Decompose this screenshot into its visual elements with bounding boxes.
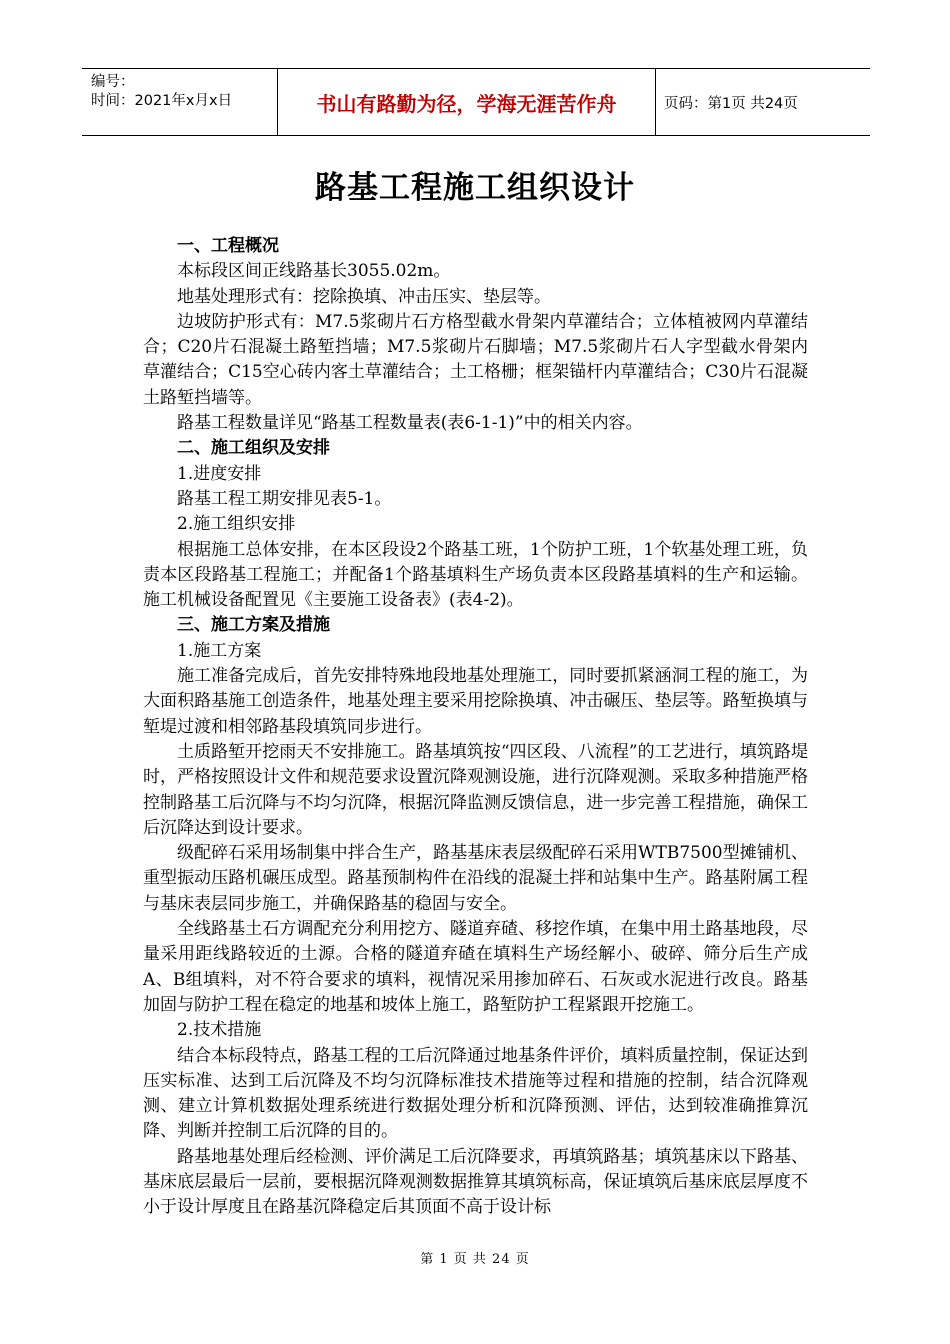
page-footer: 第 1 页 共 24 页 <box>420 1252 530 1267</box>
document-time-label: 时间：2021年x月x日 <box>91 93 233 109</box>
header-page-info: 页码：第1页 共24页 <box>664 95 798 112</box>
document-number-label: 编号： <box>91 74 135 90</box>
paragraph: 根据施工总体安排，在本区段设2个路基工班，1个防护工班，1个软基处理工班，负责本区段路基工程施工；并配备1个路基填料生产场负责本区段路基填料的生产和运输。施工机械设备配置见《主要施工设备表》(表4-2)。 <box>143 539 808 611</box>
subsection-heading: 2.施工组织安排 <box>177 514 296 535</box>
paragraph: 路基地基处理后经检测、评价满足工后沉降要求，再填筑路基；填筑基床以下路基、基床底层最后一层前，要根据沉降观测数据推算其填筑标高，保证填筑后基床底层厚度不小于设计厚度且在路基沉降稳定后其顶面不高于设计标 <box>143 1146 808 1218</box>
paragraph: 路基工程数量详见“路基工程数量表(表6-1-1)”中的相关内容。 <box>177 413 643 434</box>
paragraph: 边坡防护形式有：M7.5浆砌片石方格型截水骨架内草灌结合；立体植被网内草灌结合；C20片石混凝土路堑挡墙；M7.5浆砌片石脚墙；M7.5浆砌片石人字型截水骨架内草灌结合；C15空心砖内客土草灌结合；土工格栅；框架锚杆内草灌结合；C30片石混凝土路堑挡墙等。 <box>143 311 808 408</box>
paragraph: 级配碎石采用场制集中拌合生产，路基基床表层级配碎石采用WTB7500型摊铺机、重型振动压路机碾压成型。路基预制构件在沿线的混凝土拌和站集中生产。路基附属工程与基床表层同步施工，并确保路基的稳固与安全。 <box>143 843 808 914</box>
section-heading: 二、施工组织及安排 <box>177 438 330 459</box>
subsection-heading: 1.施工方案 <box>177 640 262 661</box>
subsection-heading: 2.技术措施 <box>177 1020 262 1041</box>
paragraph: 本标段区间正线路基长3055.02m。 <box>177 261 451 282</box>
header-motto: 书山有路勤为径，学海无涯苦作舟 <box>278 69 656 135</box>
section-heading: 三、施工方案及措施 <box>177 615 330 636</box>
paragraph: 路基工程工期安排见表5-1。 <box>177 488 392 509</box>
header-meta <box>82 69 278 135</box>
page-header <box>82 68 870 136</box>
document-body <box>143 234 808 1221</box>
section-heading: 一、工程概况 <box>177 236 279 256</box>
paragraph: 全线路基土石方调配充分利用挖方、隧道弃碴、移挖作填，在集中用土路基地段，尽量采用距线路较近的土源。合格的隧道弃碴在填料生产场经解小、破碎、筛分后生产成A、B组填料，对不符合要求的填料，视情况采用掺加碎石、石灰或水泥进行改良。路基加固与防护工程在稳定的地基和坡体上施工，路堑防护工程紧跟开挖施工。 <box>143 919 808 1015</box>
paragraph: 土质路堑开挖雨天不安排施工。路基填筑按“四区段、八流程”的工艺进行，填筑路堤时，严格按照设计文件和规范要求设置沉降观测设施，进行沉降观测。采取多种措施严格控制路基工后沉降与不均匀沉降，根据沉降监测反馈信息，进一步完善工程措施，确保工后沉降达到设计要求。 <box>143 741 808 838</box>
paragraph: 施工准备完成后，首先安排特殊地段地基处理施工，同时要抓紧涵洞工程的施工，为大面积路基施工创造条件，地基处理主要采用挖除换填、冲击碾压、垫层等。路堑换填与堑堤过渡和相邻路基段填筑同步进行。 <box>143 666 808 737</box>
subsection-heading: 1.进度安排 <box>177 463 262 484</box>
paragraph: 结合本标段特点，路基工程的工后沉降通过地基条件评价，填料质量控制，保证达到压实标准、达到工后沉降及不均匀沉降标准技术措施等过程和措施的控制，结合沉降观测、建立计算机数据处理系统进行数据处理分析和沉降预测、评估，达到较准确推算沉降、判断并控制工后沉降的目的。 <box>143 1045 808 1142</box>
document-title: 路基工程施工组织设计 <box>315 170 635 206</box>
paragraph: 地基处理形式有：挖除换填、冲击压实、垫层等。 <box>177 286 551 307</box>
